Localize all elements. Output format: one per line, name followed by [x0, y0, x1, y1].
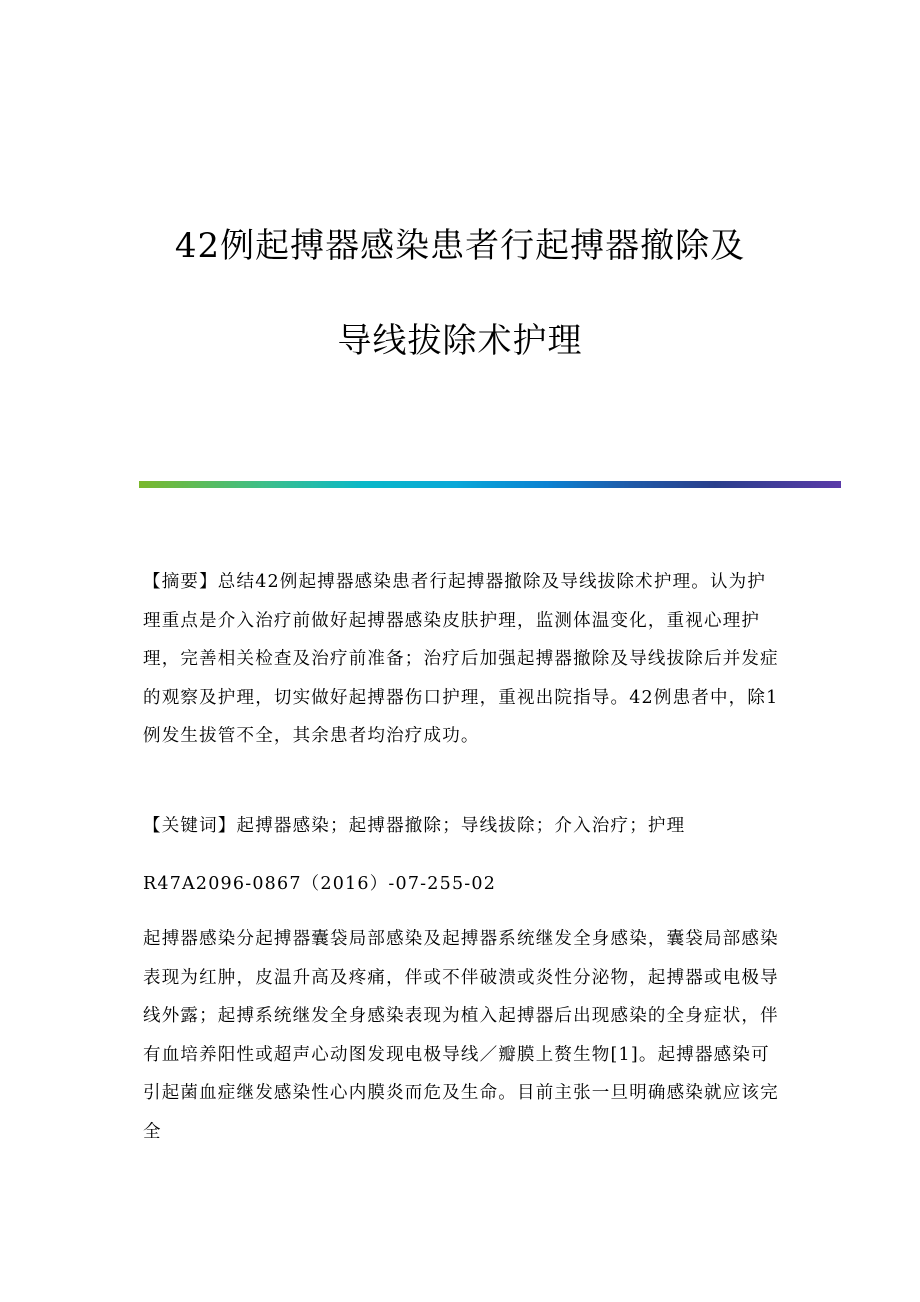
abstract-paragraph: 【摘要】总结42例起搏器感染患者行起搏器撤除及导线拔除术护理。认为护理重点是介入治疗前做好起搏器感染皮肤护理，监测体温变化，重视心理护理，完善相关检查及治疗前准备；治疗后加强起搏器撤除及导线拔除后并发症的观察及护理，切实做好起搏器伤口护理，重视出院指导。42例患者中，除1例发生拔管不全，其余患者均治疗成功。	[143, 572, 779, 746]
gradient-divider	[139, 481, 841, 488]
classification-code: R47A2096-0867（2016）-07-255-02	[143, 874, 497, 894]
document-title-line-1: 42例起搏器感染患者行起搏器撤除及	[174, 226, 746, 266]
document-title-line-2: 导线拔除术护理	[337, 321, 583, 361]
keywords-paragraph: 【关键词】起搏器感染；起搏器撤除；导线拔除；介入治疗；护理	[143, 816, 686, 836]
body-paragraph: 起搏器感染分起搏器囊袋局部感染及起搏器系统继发全身感染，囊袋局部感染表现为红肿，皮温升高及疼痛，伴或不伴破溃或炎性分泌物，起搏器或电极导线外露；起搏系统继发全身感染表现为植入起搏器后出现感染的全身症状，伴有血培养阳性或超声心动图发现电极导线／瓣膜上赘生物[1]。起搏器感染可引起菌血症继发感染性心内膜炎而危及生命。目前主张一旦明确感染就应该完全	[143, 929, 779, 1142]
